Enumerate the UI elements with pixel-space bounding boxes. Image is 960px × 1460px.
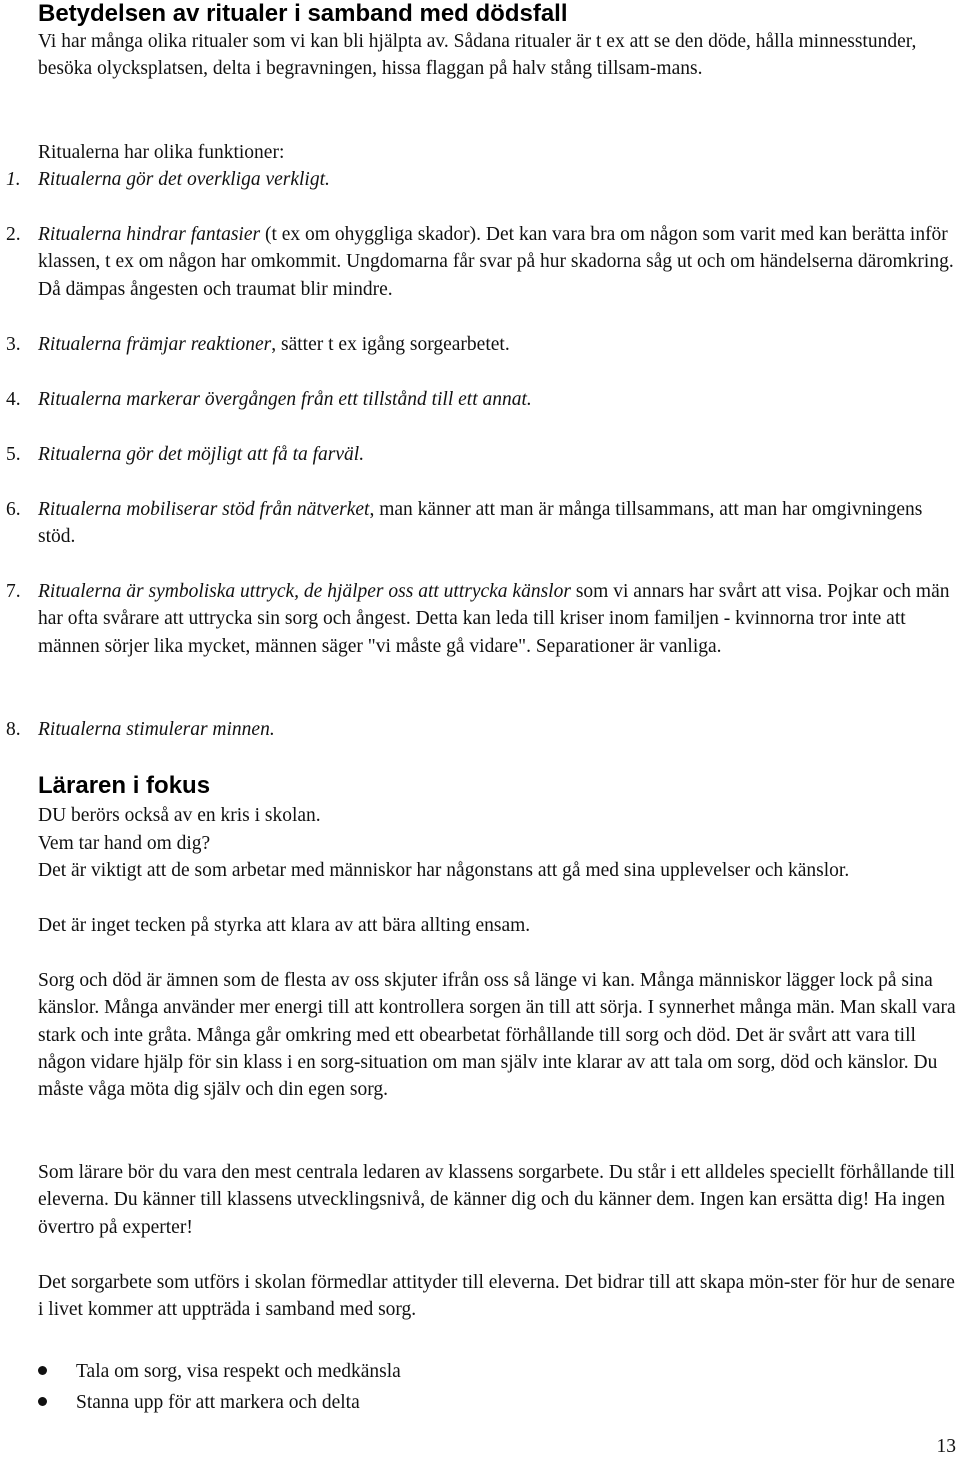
list-item-text: , sätter t ex igång sorgearbetet.: [271, 334, 510, 355]
list-number: 2.: [6, 224, 21, 245]
list-number: 8.: [6, 719, 21, 740]
bullet-list: [38, 1356, 918, 1418]
list-item-emphasis: Ritualerna stimulerar minnen.: [38, 719, 275, 740]
bullet-item: Tala om sorg, visa respekt och medkänsla: [38, 1356, 918, 1387]
body-line: Vem tar hand om dig?: [38, 833, 211, 854]
intro-paragraph: Vi har många olika ritualer som vi kan bli hjälpta av. Sådana ritualer är t ex att se den döde, hålla minnesstunder, besöka olycksplatsen, delta i begravningen, hissa flaggan på halv stång tillsam-mans.: [38, 31, 917, 80]
list-item: [6, 496, 960, 551]
list-number: 3.: [6, 334, 21, 355]
list-item-emphasis: Ritualerna gör det overkliga verkligt.: [38, 169, 330, 190]
list-item: [6, 441, 960, 468]
list-number: 4.: [6, 389, 21, 410]
list-item: [6, 386, 960, 413]
functions-label: Ritualerna har olika funktioner:: [38, 142, 285, 163]
list-item-emphasis: Ritualerna markerar övergången från ett tillstånd till ett annat.: [38, 389, 532, 410]
list-item-emphasis: Ritualerna hindrar fantasier: [38, 224, 261, 245]
body-paragraph: Som lärare bör du vara den mest centrala ledaren av klassens sorgarbete. Du står i ett alldeles speciellt förhållande till eleverna. Du känner till klassens utvecklingsnivå, de känner dig och du känner dem. Ingen kan ersätta dig! Ha ingen övertro på experter!: [38, 1162, 955, 1238]
body-line: DU berörs också av en kris i skolan.: [38, 805, 321, 826]
list-item-text: , man känner att man är många tillsammans, att man har omgivningens stöd.: [38, 499, 923, 548]
list-item: [6, 331, 960, 358]
list-item-text: som vi annars har svårt att visa. Pojkar och män har ofta svårare att uttrycka sin sorg och ångest. Detta kan leda till kriser inom familjen - kvinnorna tror inte att männen sörjer lika mycket, männen säger "vi måste gå vidare". Separationer är vanliga.: [38, 581, 950, 657]
list-number: 7.: [6, 581, 21, 602]
section-heading-lararen: Läraren i fokus: [38, 772, 211, 799]
body-line: Det är viktigt att de som arbetar med människor har någonstans att gå med sina upplevelser och känslor.: [38, 860, 850, 881]
bullet-item: Stanna upp för att markera och delta: [38, 1387, 918, 1418]
list-item: [6, 166, 960, 193]
body-paragraph: Det sorgarbete som utförs i skolan förmedlar attityder till eleverna. Det bidrar till att skapa mön-ster för hur de senare i livet kommer att uppträda i samband med sorg.: [38, 1272, 955, 1321]
list-item: [6, 221, 960, 303]
list-number: 6.: [6, 499, 21, 520]
list-item: [6, 578, 960, 660]
list-item-text: (t ex om ohyggliga skador). Det kan vara bra om någon som varit med kan berätta inför klassen, t ex om någon har omkommit. Ungdomarna får svar på hur skadorna såg ut och om händelserna däromkring. Då dämpas ångesten och traumat blir mindre.: [38, 224, 954, 300]
list-item-emphasis: Ritualerna gör det möjligt att få ta farväl.: [38, 444, 365, 465]
list-number: 5.: [6, 444, 21, 465]
page-number: 13: [936, 1436, 956, 1457]
section-heading-ritualer: Betydelsen av ritualer i samband med dödsfall: [38, 0, 568, 27]
list-number: 1.: [6, 169, 21, 190]
list-item-emphasis: Ritualerna är symboliska uttryck, de hjälper oss att uttrycka känslor: [38, 581, 571, 602]
body-line: Det är inget tecken på styrka att klara av att bära allting ensam.: [38, 915, 531, 936]
body-paragraph: Sorg och död är ämnen som de flesta av oss skjuter ifrån oss så länge vi kan. Många människor lägger lock på sina känslor. Många använder mer energi till att kontrollera sorgen än till att sörja. I synnerhet många män. Man skall vara stark och inte gråta. Många går omkring med ett obearbetat förhållande till sorg och död. Det är svårt att vara till någon vidare hjälp för sin klass i en sorg-situation om man själv inte klarar av att tala om sorg, död och känslor. Du måste våga möta dig själv och din egen sorg.: [38, 970, 956, 1101]
list-item-emphasis: Ritualerna främjar reaktioner: [38, 334, 272, 355]
list-item-emphasis: Ritualerna mobiliserar stöd från nätverket: [38, 499, 370, 520]
list-item: [6, 716, 960, 743]
